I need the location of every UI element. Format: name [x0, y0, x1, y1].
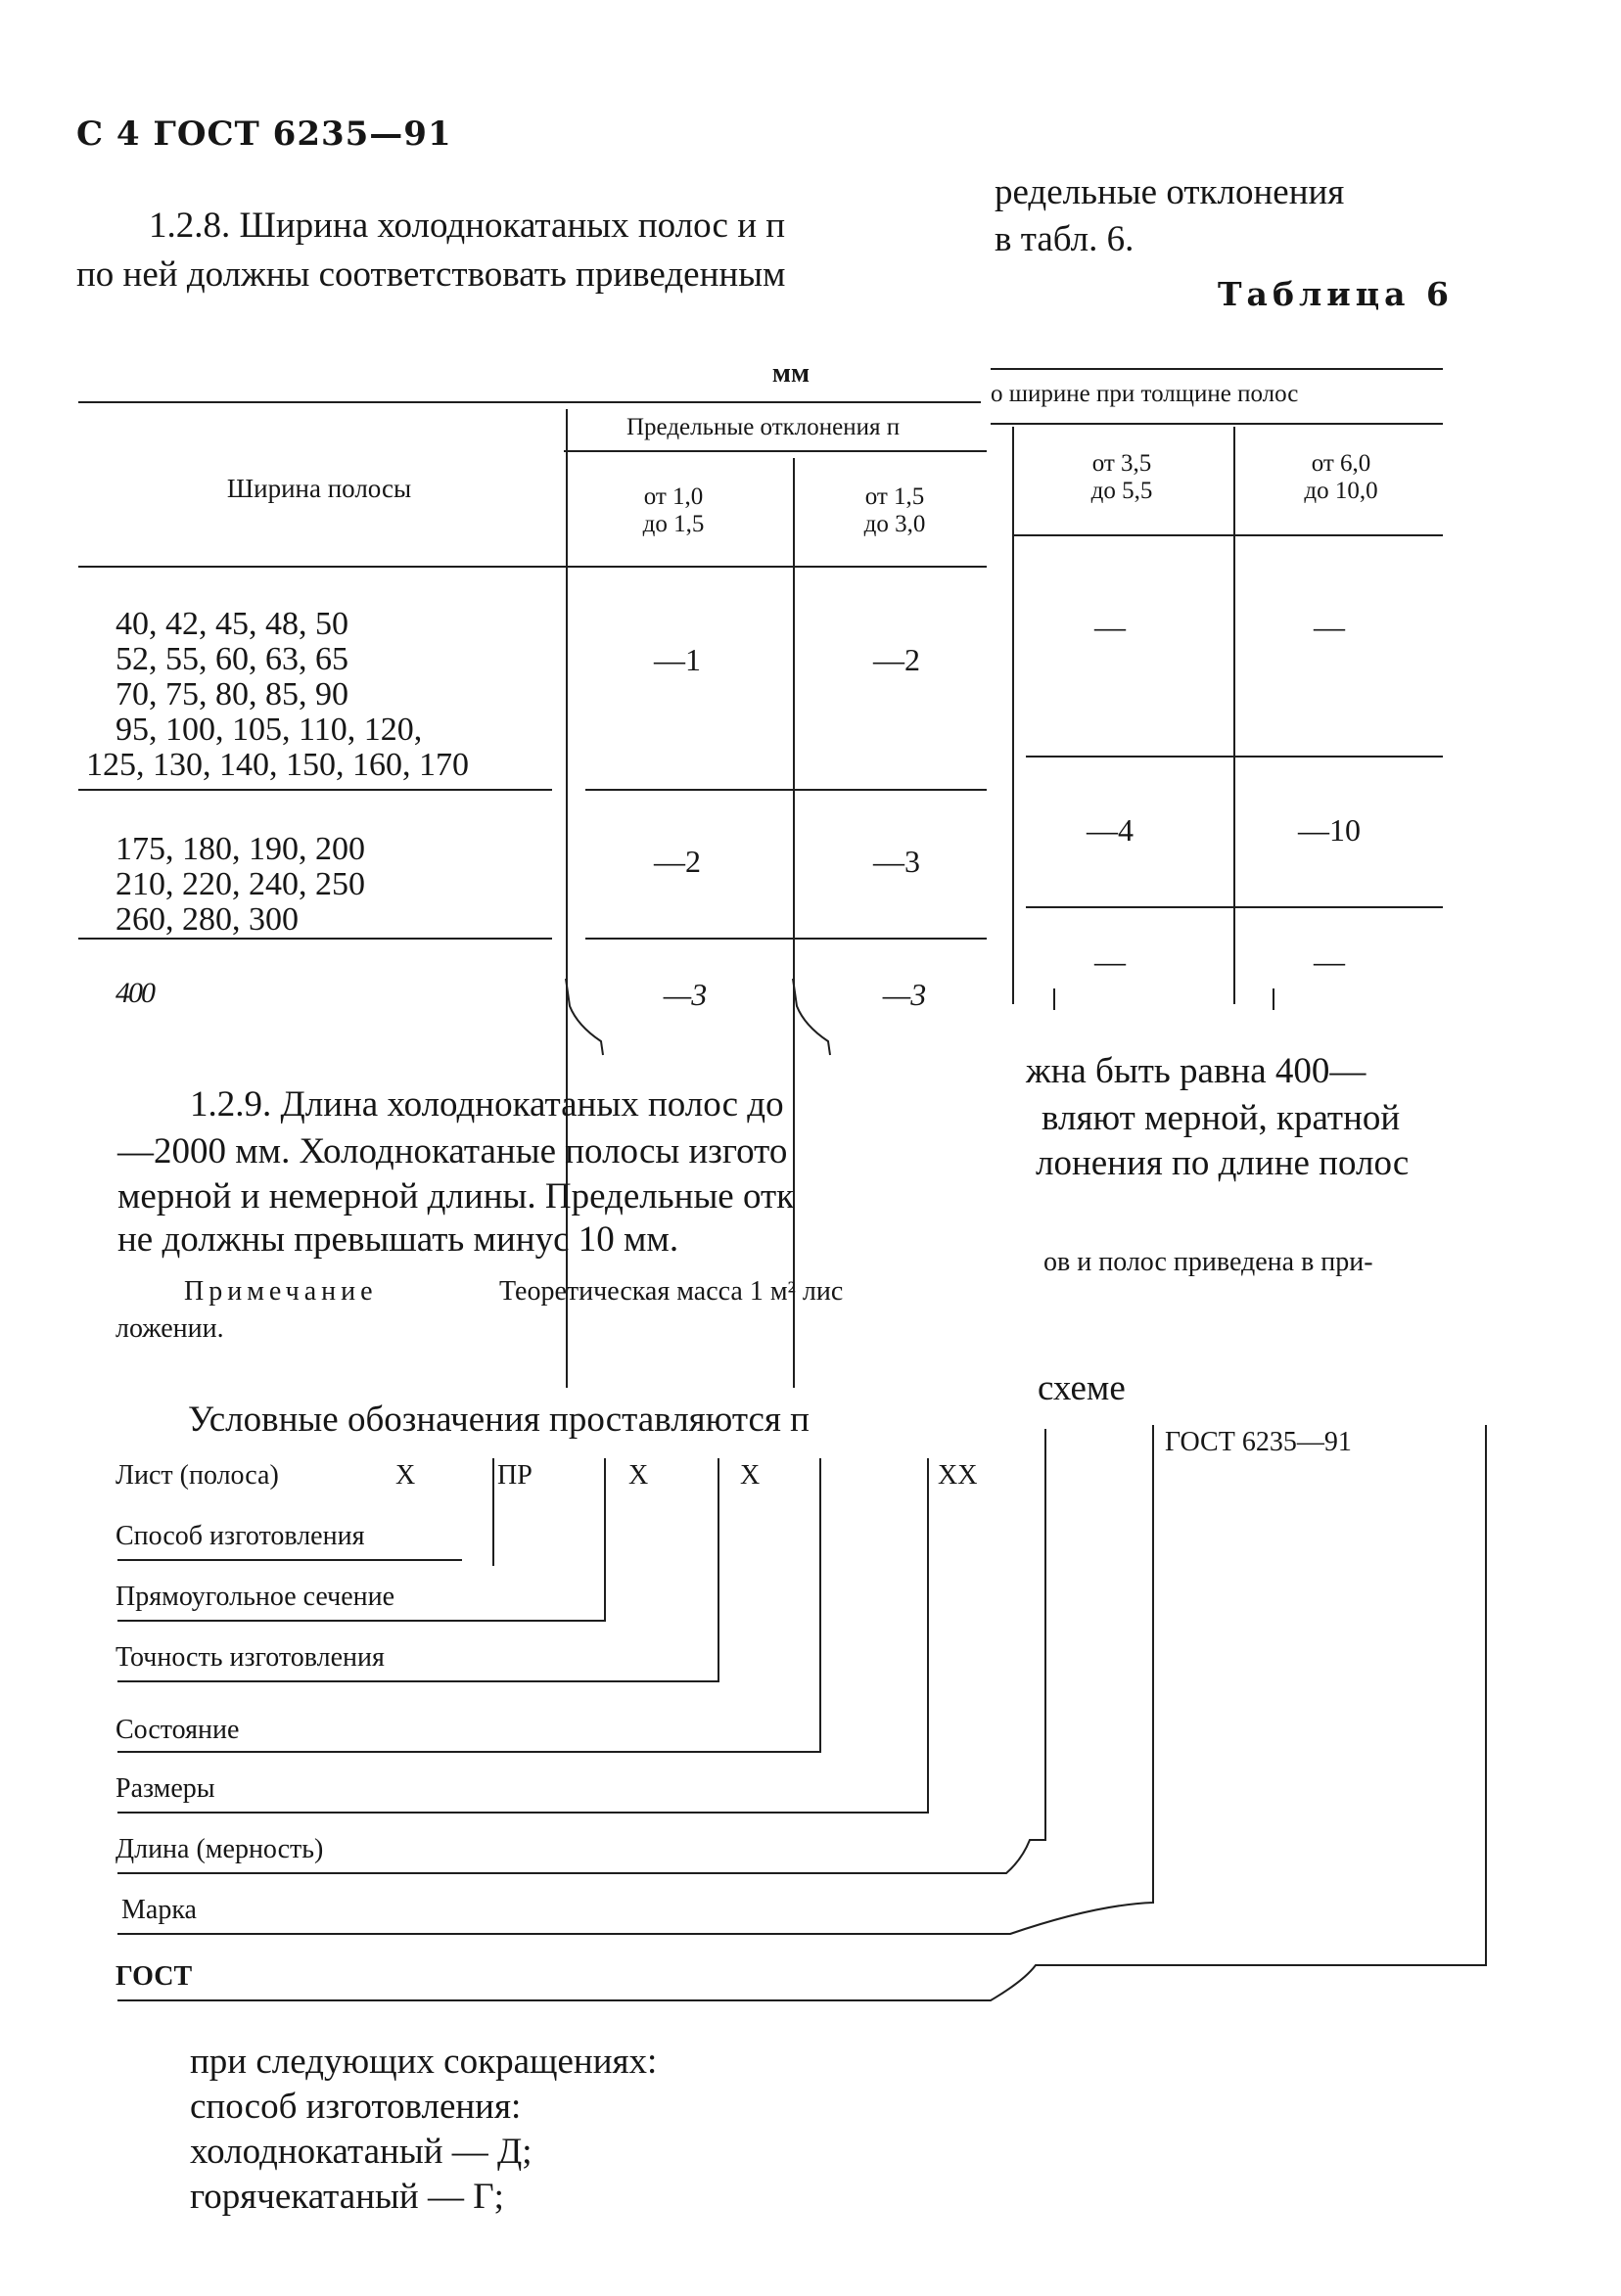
designation-item-1: Способ изготовления — [116, 1521, 365, 1551]
row-3-val-3: — — [1094, 943, 1126, 979]
para-1-2-8-line1-right: редельные отклонения — [995, 172, 1345, 212]
thickness-3-to: до 5,5 — [1090, 477, 1153, 504]
thickness-4-to: до 10,0 — [1304, 477, 1378, 504]
table-caption: Таблица 6 — [1218, 275, 1454, 313]
thickness-4-from: от 6,0 — [1311, 450, 1371, 477]
row-1-width-line: 70, 75, 80, 85, 90 — [116, 676, 348, 713]
para-1-2-9-line3-left: мерной и немерной длины. Предельные отк — [117, 1176, 795, 1217]
para-1-2-8-line2-left: по ней должны соответствовать приведенным — [76, 254, 786, 295]
designation-item-6: Длина (мерность) — [116, 1834, 324, 1864]
designation-item-7: Марка — [121, 1895, 197, 1925]
table-unit: мм — [771, 358, 810, 389]
para-1-2-9-line2-right: вляют мерной, кратной — [1042, 1098, 1401, 1138]
designation-row-label: Лист (полоса) — [116, 1460, 279, 1491]
row-2-val-1: —2 — [654, 844, 701, 879]
row-1-width-line: 52, 55, 60, 63, 65 — [116, 641, 348, 678]
group-header-left: Предельные отклонения п — [626, 414, 901, 440]
designation-item-2: Прямоугольное сечение — [116, 1582, 395, 1612]
para-1-2-9-line4: не должны превышать минус 10 мм. — [117, 1219, 679, 1260]
row-3-val-2: —3 — [882, 977, 927, 1012]
para-1-2-9-line1-left: 1.2.9. Длина холоднокатаных полос до — [190, 1084, 784, 1125]
designation-intro-right: схеме — [1038, 1368, 1126, 1408]
row-2-width-line: 210, 220, 240, 250 — [116, 866, 365, 903]
note-label: Примечание — [184, 1276, 378, 1307]
thickness-3-from: от 3,5 — [1091, 450, 1152, 477]
row-1-val-2: —2 — [873, 642, 920, 677]
thickness-1-to: до 1,5 — [642, 510, 705, 537]
designation-item-8: ГОСТ — [116, 1961, 193, 1992]
row-1-width-line: 125, 130, 140, 150, 160, 170 — [86, 747, 469, 784]
row-3-val-4: — — [1314, 943, 1345, 979]
para-1-2-8-line2-right: в табл. 6. — [995, 219, 1135, 259]
row-1-width-line: 95, 100, 105, 110, 120, — [116, 712, 423, 749]
para-1-2-9-line2-left: —2000 мм. Холоднокатаные полосы изгото — [117, 1131, 788, 1171]
designation-item-5: Размеры — [116, 1773, 215, 1804]
designation-intro-left: Условные обозначения проставляются п — [188, 1400, 810, 1440]
row-2-val-4: —10 — [1298, 812, 1361, 848]
thickness-2-to: до 3,0 — [863, 510, 926, 537]
designation-standard: ГОСТ 6235—91 — [1165, 1427, 1352, 1457]
row-2-val-2: —3 — [873, 844, 920, 879]
code-3: Х — [628, 1460, 649, 1491]
note-line2: ложении. — [116, 1313, 224, 1344]
row-1-val-4: — — [1314, 609, 1345, 644]
row-3-val-1: —3 — [663, 977, 708, 1012]
abbr-intro: при следующих сокращениях: — [190, 2042, 658, 2082]
designation-item-3: Точность изготовления — [116, 1642, 385, 1673]
row-1-width-line: 40, 42, 45, 48, 50 — [116, 606, 348, 642]
page-header: С 4 ГОСТ 6235—91 — [76, 115, 452, 154]
thickness-1-from: от 1,0 — [643, 483, 704, 510]
row-2-width-line: 260, 280, 300 — [116, 901, 299, 939]
row-2-width-line: 175, 180, 190, 200 — [116, 831, 365, 867]
abbr-item-1: холоднокатаный — Д; — [190, 2132, 533, 2172]
abbr-heading: способ изготовления: — [190, 2087, 522, 2127]
thickness-2-from: от 1,5 — [864, 483, 925, 510]
code-4: Х — [740, 1460, 761, 1491]
code-1: Х — [395, 1460, 416, 1491]
abbr-item-2: горячекатаный — Г; — [190, 2177, 504, 2217]
row-1-val-3: — — [1094, 609, 1126, 644]
code-5: ХХ — [938, 1460, 978, 1491]
col-header-width: Ширина полосы — [226, 474, 412, 503]
group-header-right: о ширине при толщине полос — [991, 381, 1299, 407]
para-1-2-9-line1-right: жна быть равна 400— — [1026, 1051, 1366, 1091]
para-1-2-9-line3-right: лонения по длине полос — [1036, 1143, 1410, 1183]
row-1-val-1: —1 — [654, 642, 701, 677]
designation-item-4: Состояние — [116, 1715, 240, 1745]
note-text-left: Теоретическая масса 1 м² лис — [499, 1276, 844, 1307]
row-2-val-3: —4 — [1087, 812, 1134, 848]
row-3-width-handwritten: 400 — [116, 977, 154, 1009]
para-1-2-8-line1-left: 1.2.8. Ширина холоднокатаных полос и п — [149, 206, 786, 246]
note-text-right: ов и полос приведена в при- — [1043, 1247, 1373, 1277]
code-2: ПР — [497, 1460, 533, 1491]
